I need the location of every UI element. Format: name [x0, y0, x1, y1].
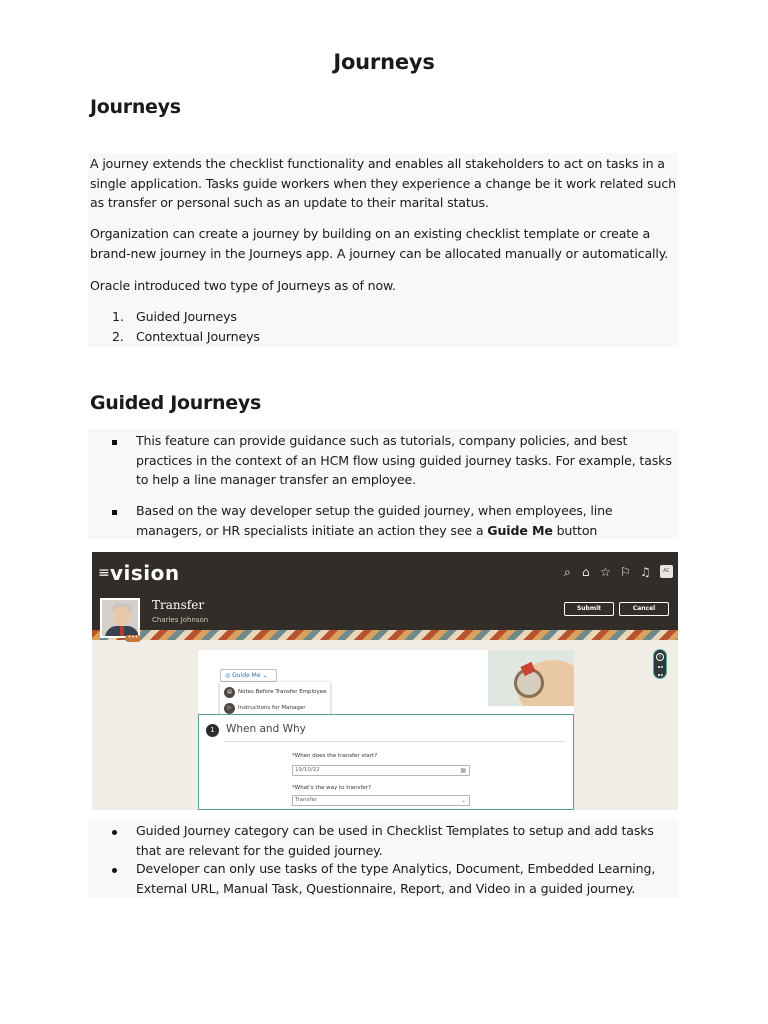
page-title: Transfer [152, 598, 205, 612]
square-bullet-icon [112, 431, 117, 451]
list-item [112, 329, 260, 344]
menu-item-label: Instructions for Manager [238, 705, 306, 711]
play-icon: ▷ [224, 703, 235, 714]
app-top-bar [92, 552, 678, 596]
flag-icon[interactable]: ⚐ [620, 565, 631, 579]
step-number-badge: 1 [206, 724, 219, 737]
guide-icon: ◎ [225, 672, 233, 679]
person-name: Charles Johnson [152, 616, 209, 624]
chevron-down-icon: ⌄ [260, 672, 268, 679]
app-screenshot [92, 552, 678, 810]
submit-button[interactable]: Submit [564, 602, 614, 616]
intro-paragraph-1: A journey extends the checklist functionality and enables all stakeholders to act on tasks in a single application. Tasks guide workers when they experience a change be it work related such as transfer or personal such as an update to their marital status. [90, 156, 676, 210]
transfer-start-label: *When does the transfer start? [292, 753, 378, 759]
person-photo [100, 598, 140, 638]
bell-icon[interactable]: ♫ [640, 565, 651, 579]
list-item [112, 309, 237, 324]
transfer-way-select[interactable] [292, 795, 470, 806]
list-text: Guided Journeys [136, 309, 237, 324]
chevron-down-icon: ⌄ [460, 797, 466, 804]
bullet-text-part: Based on the way developer setup the guided journey, when employees, line managers, or HR specialists initiate an action they see a [136, 503, 613, 538]
date-value: 19/10/22 [295, 767, 320, 773]
guide-me-button[interactable] [220, 669, 277, 682]
document-icon: ▤ [224, 687, 235, 698]
bullet-text: Developer can only use tasks of the type Analytics, Document, Embedded Learning, External URL, Manual Task, Questionnaire, Report, and Video in a guided journey. [136, 861, 656, 896]
list-number: 2. [112, 329, 124, 344]
menu-item-label: Notes Before Transfer Employee [238, 689, 327, 695]
hamburger-menu-icon[interactable]: ≡ [98, 565, 110, 581]
cancel-button[interactable]: Cancel [619, 602, 669, 616]
document-title: Journeys [333, 50, 435, 74]
section-heading-guided-journeys: Guided Journeys [90, 392, 261, 414]
menu-item-notes[interactable] [224, 686, 326, 699]
round-bullet-icon [112, 859, 117, 879]
drag-handle-icon [658, 666, 663, 676]
list-text: Contextual Journeys [136, 329, 260, 344]
square-bullet-icon [112, 501, 117, 521]
step-title: When and Why [226, 723, 306, 735]
home-icon[interactable]: ⌂ [582, 565, 590, 579]
info-icon: i [656, 653, 664, 661]
bullet-text-bold: Guide Me [487, 522, 553, 538]
vision-logo: vision [110, 561, 180, 585]
decorative-pattern-strip [92, 630, 678, 640]
more-actions-badge[interactable]: ••• [125, 635, 141, 642]
transfer-way-label: *What's the way to transfer? [292, 785, 371, 791]
guide-me-label: Guide Me [232, 672, 261, 679]
plant-illustration [488, 650, 574, 706]
intro-paragraph-2: Organization can create a journey by building on an existing checklist template or create a brand-new journey in the Journeys app. A journey can be allocated manually or automatically. [90, 226, 669, 261]
bullet-text: Guided Journey category can be used in Checklist Templates to setup and add tasks that are relevant for the guided journey. [136, 823, 654, 858]
bullet-text: This feature can provide guidance such as tutorials, company policies, and best practices in the context of an HCM flow using guided journey tasks. For example, tasks to help a line manager transfer an employee. [136, 433, 672, 487]
list-number: 1. [112, 309, 124, 324]
user-avatar[interactable]: AC [660, 565, 673, 578]
search-icon[interactable]: ⌕ [564, 565, 571, 579]
calendar-icon[interactable]: ▦ [460, 767, 466, 774]
transfer-start-date-field[interactable] [292, 765, 470, 776]
bullet-text [136, 501, 682, 540]
divider [224, 741, 566, 742]
side-help-widget[interactable] [653, 649, 667, 679]
intro-paragraph-3: Oracle introduced two type of Journeys as of now. [90, 278, 396, 293]
star-icon[interactable]: ☆ [600, 565, 611, 579]
round-bullet-icon [112, 821, 117, 841]
section-heading-journeys: Journeys [90, 96, 181, 118]
bullet-text-part: button [552, 522, 598, 538]
select-value: Transfer [295, 797, 318, 803]
